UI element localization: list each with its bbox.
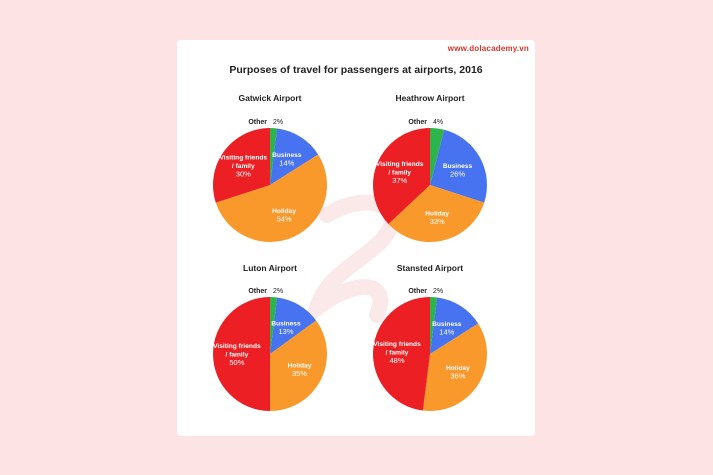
pie-luton-airport: [213, 263, 327, 411]
chart-title: Purposes of travel for passengers at airports, 2016: [229, 64, 483, 76]
slice-value-visiting-friends-family: 48%: [389, 355, 405, 365]
pie-title: Luton Airport: [243, 263, 297, 273]
slice-label-business: Business: [271, 320, 301, 328]
slice-value-holiday: 35%: [291, 368, 308, 378]
slice-label-other: Other: [248, 288, 267, 295]
pie-stansted-airport: [373, 263, 487, 411]
chart-card: [177, 40, 535, 436]
slice-label-holiday: Holiday: [287, 362, 312, 370]
slice-label-visiting-friends-family: / family: [385, 349, 409, 357]
slice-value-other: 2%: [433, 288, 444, 295]
slice-label-visiting-friends-family: / family: [225, 351, 249, 359]
slice-label-business: Business: [272, 151, 302, 159]
pie-title: Gatwick Airport: [238, 93, 302, 103]
slice-value-visiting-friends-family: 37%: [392, 175, 408, 185]
slice-value-visiting-friends-family: 30%: [235, 169, 251, 179]
slice-label-visiting-friends-family: Visiting friends: [375, 160, 424, 168]
slice-value-business: 14%: [279, 158, 295, 168]
slice-label-business: Business: [442, 163, 473, 171]
slice-value-other: 4%: [433, 119, 444, 126]
slice-label-other: Other: [248, 119, 267, 126]
slice-label-visiting-friends-family: Visiting friends: [373, 340, 421, 348]
slice-label-visiting-friends-family: / family: [388, 169, 412, 177]
slice-value-holiday: 54%: [276, 214, 292, 224]
slice-value-other: 2%: [273, 288, 284, 295]
pie-charts: [177, 40, 535, 436]
pie-heathrow-airport: [373, 93, 487, 242]
slice-label-holiday: Holiday: [445, 365, 470, 372]
pie-title: Stansted Airport: [396, 263, 464, 273]
slice-label-business: Business: [432, 320, 462, 328]
slice-value-business: 26%: [449, 169, 466, 179]
slice-label-holiday: Holiday: [272, 208, 297, 216]
slice-value-other: 2%: [273, 119, 284, 126]
slice-label-visiting-friends-family: Visiting friends: [213, 343, 261, 350]
pie-gatwick-airport: [213, 93, 327, 242]
slice-label-visiting-friends-family: Visiting friends: [219, 154, 268, 162]
slice-label-other: Other: [408, 119, 427, 126]
slice-label-holiday: Holiday: [425, 210, 450, 218]
slice-value-holiday: 33%: [429, 217, 445, 226]
slice-value-business: 13%: [278, 326, 294, 336]
slice-value-visiting-friends-family: 50%: [229, 358, 245, 367]
pie-title: Heathrow Airport: [395, 93, 465, 103]
slice-value-holiday: 36%: [450, 371, 466, 381]
slice-label-other: Other: [408, 288, 427, 295]
watermark: www.dolacademy.vn: [447, 44, 529, 53]
slice-label-visiting-friends-family: / family: [231, 163, 255, 171]
slice-value-business: 14%: [439, 327, 455, 337]
